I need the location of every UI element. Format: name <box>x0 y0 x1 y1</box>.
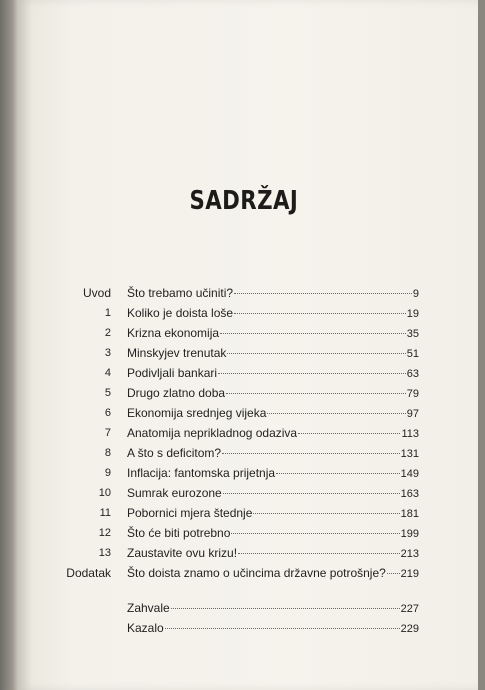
toc-row-page: 19 <box>406 308 419 320</box>
toc-row-number: 1 <box>104 307 111 319</box>
toc-leader-dots <box>234 313 406 314</box>
toc-row-page: 9 <box>412 288 419 300</box>
toc-row-title: Krizna ekonomija <box>127 326 220 340</box>
toc-leader-dots <box>298 433 400 434</box>
toc-row-page: 63 <box>406 368 419 380</box>
toc-row-title: Što trebamo učiniti? <box>127 286 234 300</box>
toc-row <box>0 303 485 323</box>
toc-leader-dots <box>226 393 406 394</box>
toc-leader-dots <box>234 293 412 294</box>
toc-row-page: 131 <box>400 448 419 460</box>
toc-row-number: 10 <box>98 487 111 499</box>
toc-row-title: Zahvale <box>127 601 170 615</box>
toc-row-title: Što doista znamo o učincima državne potrošnje? <box>127 566 386 580</box>
toc-row-page: 227 <box>400 603 419 615</box>
toc-leader-dots <box>218 373 406 374</box>
toc-row <box>0 343 485 363</box>
toc-row <box>0 403 485 423</box>
toc-row-number: 4 <box>104 367 111 379</box>
toc-row-page: 51 <box>406 348 419 360</box>
toc-row-number: 6 <box>104 407 111 419</box>
toc-row-page: 163 <box>400 488 419 500</box>
toc-row <box>0 463 485 483</box>
toc-row-number: 12 <box>98 527 111 539</box>
toc-row-title: Pobornici mjera štednje <box>127 506 253 520</box>
toc-row-number: 13 <box>98 547 111 559</box>
toc-row <box>0 543 485 563</box>
toc-row-title: Zaustavite ovu krizu! <box>127 546 238 560</box>
toc-row-title: Drugo zlatno doba <box>127 386 226 400</box>
toc-row-number: 7 <box>104 427 111 439</box>
toc-row-title: Ekonomija srednjeg vijeka <box>127 406 267 420</box>
toc-row-number: 5 <box>104 387 111 399</box>
toc-row-number: 8 <box>104 447 111 459</box>
toc-row-number: 9 <box>104 467 111 479</box>
toc-row <box>0 423 485 443</box>
toc-leader-dots <box>222 453 400 454</box>
toc-leader-dots <box>223 493 400 494</box>
toc-row-page: 149 <box>400 468 419 480</box>
toc-row-title: Podivljali bankari <box>127 366 218 380</box>
toc-row-number: Uvod <box>82 286 111 300</box>
toc-row <box>0 283 485 303</box>
toc-row-title: Inflacija: fantomska prijetnja <box>127 466 276 480</box>
toc-leader-dots <box>227 353 405 354</box>
toc-row <box>0 563 485 583</box>
page-title: SADRŽAJ <box>189 186 299 216</box>
toc-leader-dots <box>231 533 399 534</box>
toc-row-number: 2 <box>104 327 111 339</box>
toc-row-page: 229 <box>400 623 419 635</box>
toc-row-page: 219 <box>400 568 419 580</box>
toc-leader-dots <box>276 473 400 474</box>
toc-row-page: 113 <box>401 428 419 440</box>
toc-row-title: Koliko je doista loše <box>127 306 234 320</box>
toc-row <box>0 503 485 523</box>
toc-row <box>0 363 485 383</box>
toc-leader-dots <box>387 573 400 574</box>
toc-row-page: 79 <box>406 388 419 400</box>
toc-row <box>0 598 485 618</box>
toc-row-number: 3 <box>104 347 111 359</box>
toc-row <box>0 443 485 463</box>
toc-row-number: Dodatak <box>66 566 111 580</box>
toc-leader-dots <box>165 628 400 629</box>
toc-row-title: Minskyjev trenutak <box>127 346 227 360</box>
toc-row <box>0 483 485 503</box>
toc-leader-dots <box>220 333 406 334</box>
toc-row <box>0 523 485 543</box>
toc-row <box>0 323 485 343</box>
toc-row-page: 181 <box>400 508 419 520</box>
toc-row-page: 213 <box>400 548 419 560</box>
toc-row-page: 35 <box>406 328 419 340</box>
toc-row-title: Anatomija neprikladnog odaziva <box>127 426 298 440</box>
toc-row-title: Kazalo <box>127 621 164 635</box>
toc-leader-dots <box>238 553 400 554</box>
toc-leader-dots <box>267 413 405 414</box>
toc-leader-dots <box>253 513 399 514</box>
toc-row-page: 199 <box>400 528 419 540</box>
toc-row <box>0 383 485 403</box>
toc-row-title: Što će biti potrebno <box>127 526 231 540</box>
toc-row-title: A što s deficitom? <box>127 446 222 460</box>
toc-row-page: 97 <box>406 408 419 420</box>
toc-leader-dots <box>171 608 400 609</box>
toc-row-title: Sumrak eurozone <box>127 486 222 500</box>
toc-row-number: 11 <box>99 507 111 519</box>
toc-row <box>0 618 485 638</box>
